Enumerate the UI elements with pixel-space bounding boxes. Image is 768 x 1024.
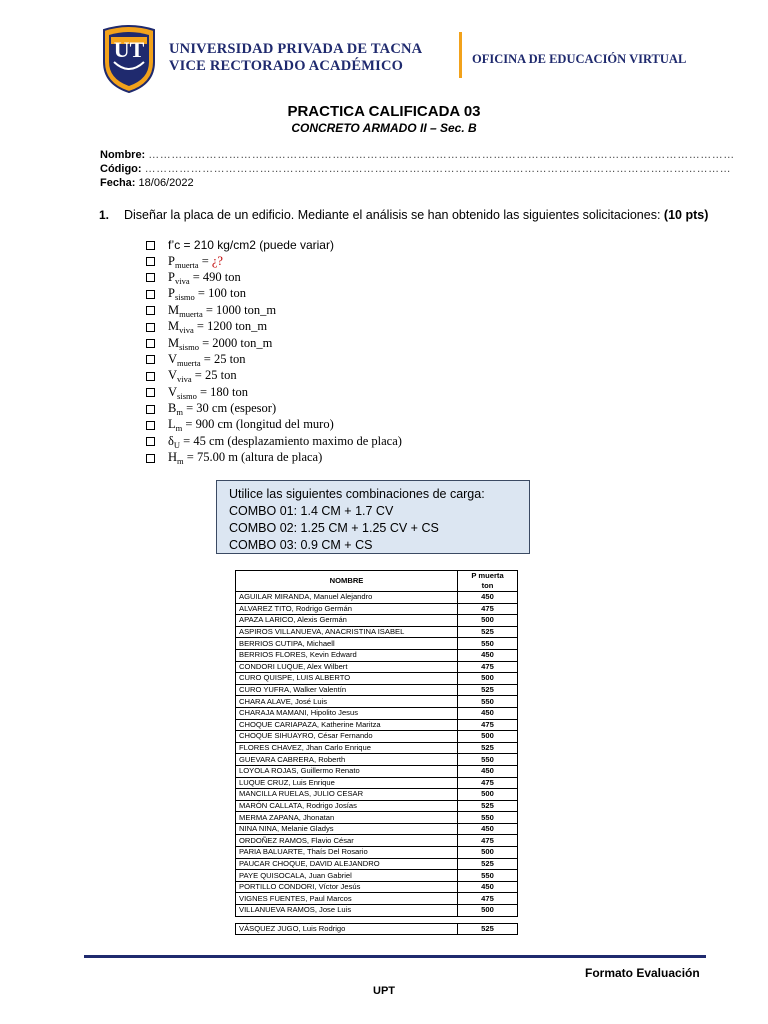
requirements-list [146, 237, 402, 466]
variable-value: = 75.00 m (altura de placa) [183, 450, 323, 465]
requirement-item [146, 417, 402, 433]
variable-symbol: V [168, 368, 178, 383]
footer-format: Formato Evaluación [585, 966, 700, 980]
checkbox-bullet-icon [146, 257, 155, 266]
requirement-item [146, 450, 402, 466]
requirement-item [146, 237, 402, 253]
variable-value: = 25 ton [200, 351, 246, 366]
dead-load-value: 450 [458, 881, 518, 893]
variable-symbol: P [168, 253, 175, 268]
table-gap-row [236, 916, 518, 923]
dead-load-value: 450 [458, 707, 518, 719]
student-name: APAZA LARICO, Alexis Germán [236, 615, 458, 627]
dead-load-value: 450 [458, 592, 518, 604]
student-name: PAYE QUISOCALA, Juan Gabriel [236, 870, 458, 882]
student-name: LOYOLA ROJAS, Guillermo Renato [236, 765, 458, 777]
variable-subscript: viva [179, 325, 194, 336]
variable-subscript: muerta [179, 308, 203, 319]
table-row [236, 789, 518, 801]
dead-load-value: 475 [458, 835, 518, 847]
name-field [100, 149, 735, 162]
checkbox-bullet-icon [146, 388, 155, 397]
student-name: PAUCAR CHOQUE, DAVID ALEJANDRO [236, 858, 458, 870]
university-name: UNIVERSIDAD PRIVADA DE TACNA [169, 41, 423, 57]
document-title: PRACTICA CALIFICADA 03 [287, 103, 481, 120]
student-name: MARÓN CALLATA, Rodrigo Josías [236, 800, 458, 812]
table-row [236, 754, 518, 766]
table-row [236, 638, 518, 650]
dead-load-value: 525 [458, 626, 518, 638]
table-row [236, 661, 518, 673]
dead-load-value: 475 [458, 719, 518, 731]
question-text [124, 207, 710, 223]
requirement-item [146, 253, 402, 269]
table-row [236, 719, 518, 731]
dead-load-value: 525 [458, 858, 518, 870]
checkbox-bullet-icon [146, 421, 155, 430]
logo-letters: UT [113, 37, 145, 62]
variable-subscript: sismo [174, 292, 195, 303]
code-field [100, 163, 731, 176]
dead-load-value: 550 [458, 870, 518, 882]
requirement-item [146, 319, 402, 335]
table-row [236, 731, 518, 743]
requirement-item [146, 352, 402, 368]
checkbox-bullet-icon [146, 339, 155, 348]
student-name: ASPIROS VILLANUEVA, ANACRISTINA ISABEL [236, 626, 458, 638]
variable-value: = 2000 ton_m [198, 335, 273, 350]
variable-symbol: V [168, 384, 178, 399]
student-name: CHOQUE SIHUAYRO, César Fernando [236, 731, 458, 743]
footer-org: UPT [373, 985, 395, 997]
requirement-text [168, 368, 237, 384]
variable-subscript: viva [177, 374, 192, 385]
variable-value: = 1200 ton_m [193, 319, 268, 334]
variable-value: = [198, 253, 212, 268]
student-name: FLORES CHAVEZ, Jhan Carlo Enrique [236, 742, 458, 754]
requirement-text [168, 286, 246, 302]
table-row [236, 673, 518, 685]
combo-line: COMBO 02: 1.25 CM + 1.25 CV + CS [229, 521, 439, 535]
table-row [236, 923, 518, 935]
header-divider [459, 32, 462, 78]
variable-symbol: P [168, 286, 175, 301]
question-statement: Diseñar la placa de un edificio. Mediante el análisis se han obtenido las siguientes solicitaciones: [124, 208, 661, 222]
table-row [236, 603, 518, 615]
student-name: NINA NINA, Melanie Gladys [236, 823, 458, 835]
student-name: ORDOÑEZ RAMOS, Flavio César [236, 835, 458, 847]
student-name: VÁSQUEZ JUGO, Luis Rodrigo [236, 923, 458, 935]
checkbox-bullet-icon [146, 454, 155, 463]
variable-symbol: P [168, 269, 175, 284]
variable-symbol: M [168, 319, 180, 334]
dead-load-value: 550 [458, 754, 518, 766]
requirement-text [168, 352, 246, 368]
gap-cell [236, 916, 458, 923]
table-row [236, 823, 518, 835]
dead-load-value: 450 [458, 765, 518, 777]
footer-divider [84, 955, 706, 958]
dead-load-value: 500 [458, 905, 518, 917]
gap-cell [458, 916, 518, 923]
variable-value: = 900 cm (longitud del muro) [182, 417, 334, 432]
combo-heading: Utilice las siguientes combinaciones de carga: [229, 487, 485, 501]
table-row [236, 905, 518, 917]
checkbox-bullet-icon [146, 323, 155, 332]
checkbox-bullet-icon [146, 405, 155, 414]
checkbox-bullet-icon [146, 306, 155, 315]
variable-subscript: muerta [177, 357, 201, 368]
requirement-item [146, 286, 402, 302]
dead-load-value: 525 [458, 923, 518, 935]
student-name: CONDORI LUQUE, Alex Wilbert [236, 661, 458, 673]
combo-line: COMBO 03: 0.9 CM + CS [229, 538, 373, 552]
dead-load-value: 450 [458, 823, 518, 835]
document-subtitle: CONCRETO ARMADO II – Sec. B [291, 121, 477, 135]
office-name: OFICINA DE EDUCACIÓN VIRTUAL [472, 52, 687, 66]
variable-subscript: m [177, 456, 184, 467]
date-value: 18/06/2022 [138, 177, 194, 189]
checkbox-bullet-icon [146, 372, 155, 381]
student-name: GUEVARA CABRERA, Roberth [236, 754, 458, 766]
table-row [236, 893, 518, 905]
table-row [236, 707, 518, 719]
table-row [236, 800, 518, 812]
table-body [236, 592, 518, 935]
unknown-value: ¿? [211, 253, 223, 268]
dead-load-value: 500 [458, 615, 518, 627]
checkbox-bullet-icon [146, 241, 155, 250]
dead-load-value: 525 [458, 684, 518, 696]
students-table [235, 570, 518, 935]
table-row [236, 684, 518, 696]
requirement-text [168, 303, 276, 319]
table-row [236, 765, 518, 777]
dead-load-value: 500 [458, 673, 518, 685]
variable-value: = 25 ton [191, 368, 237, 383]
requirement-item [146, 401, 402, 417]
variable-symbol: L [168, 417, 176, 432]
variable-value: = 45 cm (desplazamiento maximo de placa) [180, 433, 402, 448]
student-name: CHOQUE CARIAPAZA, Katherine Maritza [236, 719, 458, 731]
variable-subscript: sismo [179, 341, 199, 352]
vice-rectorado: VICE RECTORADO ACADÉMICO [169, 58, 404, 74]
dead-load-value: 550 [458, 812, 518, 824]
table-row [236, 812, 518, 824]
student-name: PARIA BALUARTE, Thaís Del Rosario [236, 847, 458, 859]
requirement-item [146, 368, 402, 384]
student-name: VILLANUEVA RAMOS, Jose Luis [236, 905, 458, 917]
dead-load-value: 500 [458, 847, 518, 859]
col-header-value-label: P muerta [471, 571, 504, 580]
code-label: Código: [100, 163, 142, 175]
dead-load-value: 525 [458, 742, 518, 754]
variable-subscript: m [175, 423, 183, 434]
student-name: MERMA ZAPANA, Jhonatan [236, 812, 458, 824]
requirement-text [168, 336, 272, 352]
student-name: BERRIOS CUTIPA, Michaell [236, 638, 458, 650]
dead-load-value: 500 [458, 731, 518, 743]
table-row [236, 881, 518, 893]
dead-load-value: 525 [458, 800, 518, 812]
variable-subscript: muerta [174, 259, 199, 270]
student-name: ALVAREZ TITO, Rodrigo Germán [236, 603, 458, 615]
combo-line: COMBO 01: 1.4 CM + 1.7 CV [229, 504, 394, 518]
col-header-value-unit: ton [481, 581, 494, 590]
variable-symbol: M [168, 302, 180, 317]
student-name: CHARAJA MAMANI, Hipolito Jesus [236, 707, 458, 719]
requirement-item [146, 434, 402, 450]
variable-symbol: V [168, 351, 178, 366]
variable-value: = 30 cm (espesor) [182, 401, 277, 416]
requirement-text [168, 417, 334, 433]
table-row [236, 626, 518, 638]
student-name: VIGNES FUENTES, Paul Marcos [236, 893, 458, 905]
table-row [236, 835, 518, 847]
name-label: Nombre: [100, 149, 146, 161]
student-name: AGUILAR MIRANDA, Manuel Alejandro [236, 592, 458, 604]
question-points: (10 pts) [663, 208, 709, 222]
table-row [236, 870, 518, 882]
checkbox-bullet-icon [146, 437, 155, 446]
checkbox-bullet-icon [146, 355, 155, 364]
requirement-text [168, 319, 267, 335]
dead-load-value: 475 [458, 893, 518, 905]
student-name: BERRIOS FLORES, Kevin Edward [236, 649, 458, 661]
dead-load-value: 500 [458, 789, 518, 801]
dead-load-value: 450 [458, 649, 518, 661]
code-blank: ……………………………………………………………………………………………………………………………………… [144, 163, 732, 175]
table-row [236, 592, 518, 604]
requirement-text [168, 254, 223, 270]
table-row [236, 649, 518, 661]
student-name: CURO QUISPE, LUIS ALBERTO [236, 673, 458, 685]
variable-symbol: B [168, 401, 177, 416]
table-row [236, 742, 518, 754]
requirement-item [146, 385, 402, 401]
load-combinations-box [216, 480, 530, 554]
dead-load-value: 475 [458, 777, 518, 789]
requirement-text [168, 450, 322, 466]
variable-subscript: U [173, 439, 181, 450]
date-label: Fecha: [100, 177, 136, 189]
variable-symbol: H [168, 450, 178, 465]
university-logo [100, 24, 158, 94]
variable-value: = 490 ton [189, 269, 241, 284]
variable-subscript: viva [174, 275, 190, 286]
dead-load-value: 475 [458, 603, 518, 615]
table-row [236, 777, 518, 789]
requirement-text [168, 385, 248, 401]
variable-value: = 1000 ton_m [202, 302, 277, 317]
variable-value: = 180 ton [196, 384, 249, 399]
requirement-text [168, 434, 402, 450]
checkbox-bullet-icon [146, 290, 155, 299]
checkbox-bullet-icon [146, 273, 155, 282]
table-row [236, 847, 518, 859]
dead-load-value: 475 [458, 661, 518, 673]
name-blank: ……………………………………………………………………………………………………………………………………… [148, 149, 735, 161]
student-name: CHARA ALAVE, José Luis [236, 696, 458, 708]
variable-value: = 100 ton [194, 286, 246, 301]
variable-subscript: sismo [177, 390, 197, 401]
table-row [236, 858, 518, 870]
student-name: CURO YUFRA, Walker Valentín [236, 684, 458, 696]
requirement-item [146, 335, 402, 351]
variable-subscript: m [176, 407, 183, 418]
requirement-text [168, 401, 276, 417]
student-name: PORTILLO CONDORI, Víctor Jesús [236, 881, 458, 893]
requirement-text: f’c = 210 kg/cm2 (puede variar) [168, 238, 334, 253]
variable-symbol: M [168, 335, 180, 350]
dead-load-value: 550 [458, 696, 518, 708]
requirement-text [168, 270, 241, 286]
col-header-name: NOMBRE [236, 571, 458, 592]
requirement-item [146, 303, 402, 319]
question-number: 1. [99, 208, 110, 222]
dead-load-value: 550 [458, 638, 518, 650]
table-header-row [236, 571, 518, 592]
col-header-value [458, 571, 518, 592]
university-name-block [169, 41, 422, 75]
date-field [100, 177, 194, 190]
student-name: MANCILLA RUELAS, JULIO CESAR [236, 789, 458, 801]
table-row [236, 615, 518, 627]
variable-symbol: δ [168, 433, 174, 448]
table-row [236, 696, 518, 708]
requirement-item [146, 270, 402, 286]
student-name: LUQUE CRUZ, Luis Enrique [236, 777, 458, 789]
